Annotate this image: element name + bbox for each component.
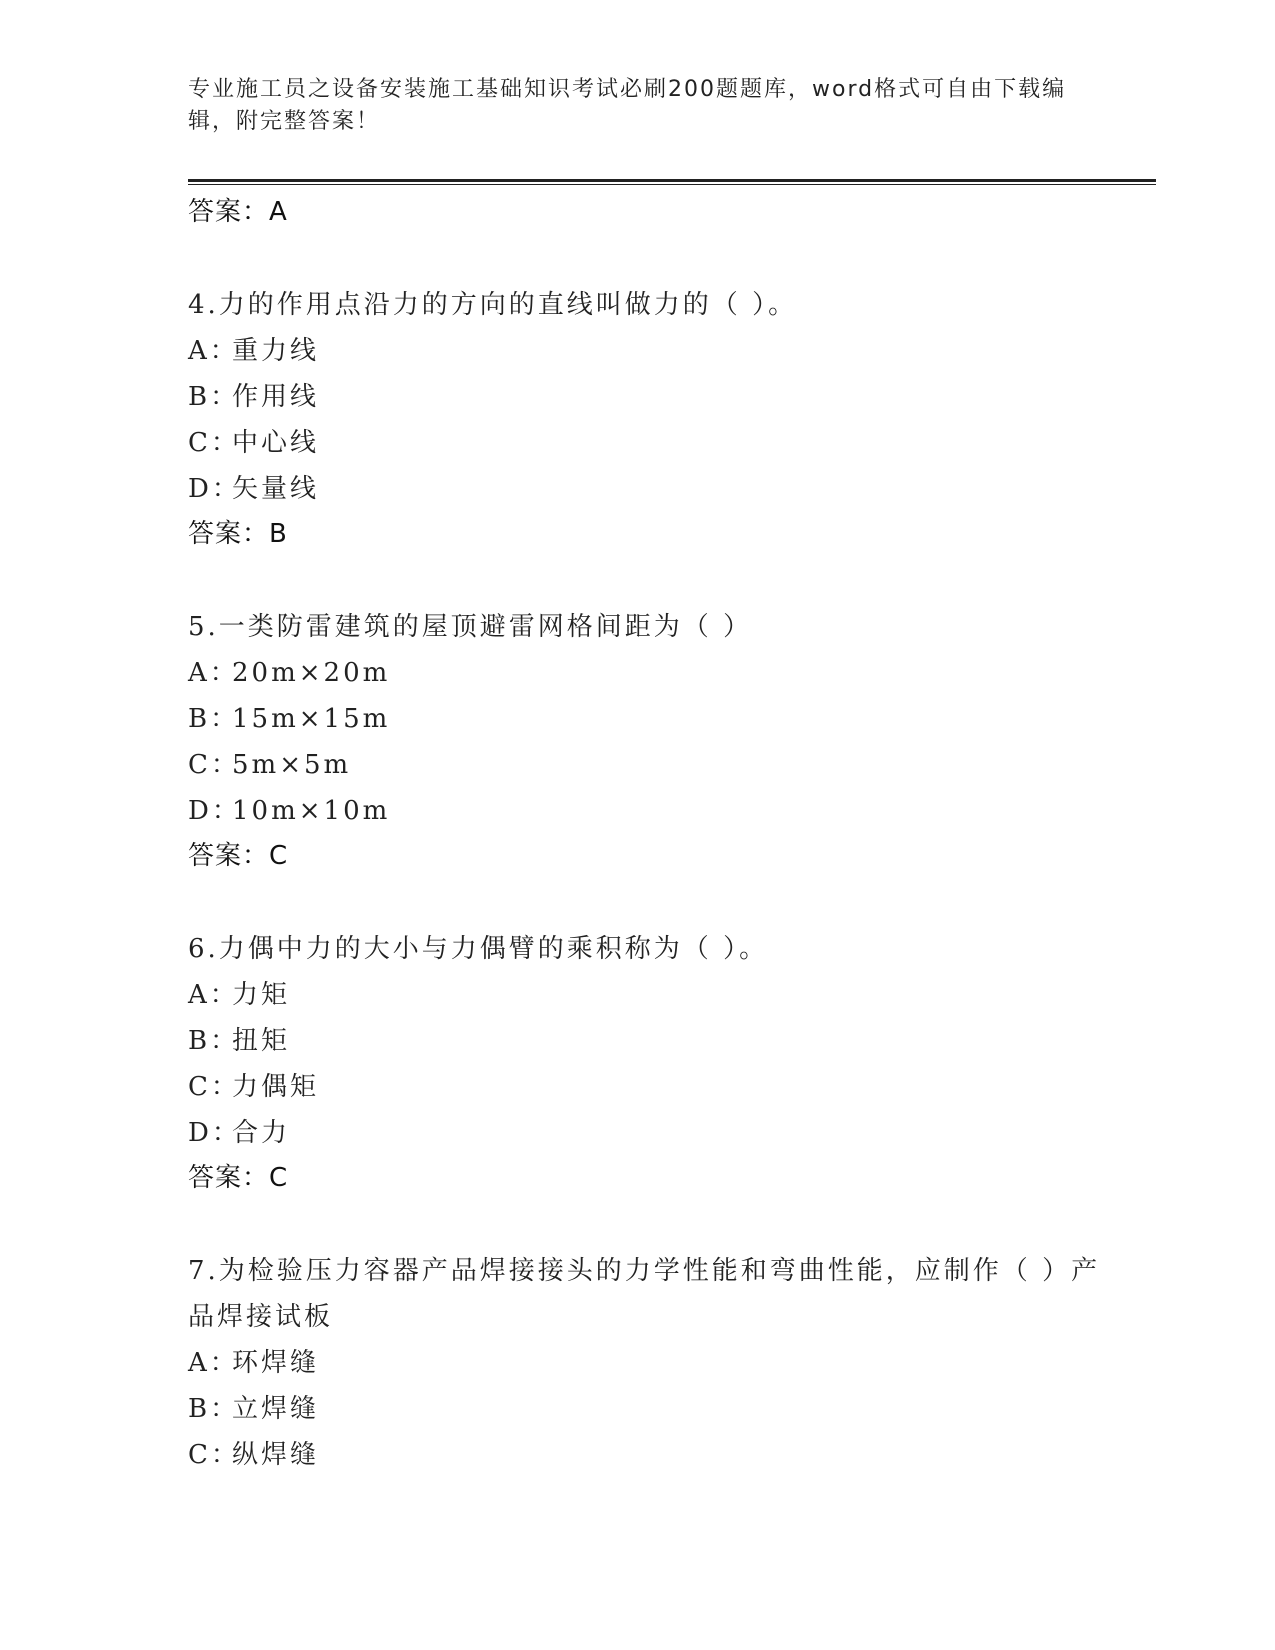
question-content [188, 190, 1108, 1478]
document-header: 专业施工员之设备安装施工基础知识考试必刷200题题库，word格式可自由下载编辑，附完整答案！ [188, 77, 1067, 134]
option-text: 作用线 [232, 382, 320, 412]
option-letter: B： [188, 382, 240, 412]
option-letter: A： [188, 1348, 239, 1378]
option-letter: C： [188, 1072, 240, 1102]
option-text: 5m×5m [232, 750, 352, 780]
question-item [188, 282, 1108, 556]
question-item [188, 604, 1108, 878]
option-a [188, 1340, 1108, 1386]
option-letter: D： [188, 796, 241, 826]
option-d [188, 1110, 1108, 1156]
answer-label: 答案：C [188, 841, 289, 871]
option-text: 力偶矩 [232, 1072, 320, 1102]
option-letter: B： [188, 1394, 240, 1424]
option-text: 合力 [232, 1118, 291, 1148]
option-text: 矢量线 [232, 474, 320, 504]
option-text: 环焊缝 [232, 1348, 320, 1378]
option-b [188, 1386, 1108, 1432]
answer-label: 答案：C [188, 1163, 289, 1193]
option-c [188, 1432, 1108, 1478]
option-text: 15m×15m [232, 704, 391, 734]
option-text: 重力线 [232, 336, 320, 366]
question-stem: 5.一类防雷建筑的屋顶避雷网格间距为（ ） [188, 612, 753, 642]
option-a [188, 972, 1108, 1018]
question-stem: 7.为检验压力容器产品焊接接头的力学性能和弯曲性能，应制作（ ）产品焊接试板 [188, 1256, 1101, 1332]
option-letter: B： [188, 1026, 240, 1056]
option-b [188, 696, 1108, 742]
answer-label: 答案：A [188, 197, 288, 227]
option-b [188, 1018, 1108, 1064]
option-a [188, 650, 1108, 696]
option-text: 力矩 [232, 980, 291, 1010]
option-c [188, 420, 1108, 466]
option-a [188, 328, 1108, 374]
option-letter: D： [188, 474, 241, 504]
option-text: 10m×10m [232, 796, 391, 826]
question-item [188, 926, 1108, 1200]
header-divider-thick [188, 179, 1156, 182]
option-letter: A： [188, 658, 239, 688]
answer-label: 答案：B [188, 519, 288, 549]
option-letter: C： [188, 750, 240, 780]
option-text: 扭矩 [232, 1026, 291, 1056]
option-text: 立焊缝 [232, 1394, 320, 1424]
option-d [188, 466, 1108, 512]
option-c [188, 1064, 1108, 1110]
option-text: 中心线 [232, 428, 320, 458]
option-c [188, 742, 1108, 788]
question-stem: 6.力偶中力的大小与力偶臂的乘积称为（ ）。 [188, 934, 769, 964]
option-text: 纵焊缝 [232, 1440, 320, 1470]
option-d [188, 788, 1108, 834]
question-stem: 4.力的作用点沿力的方向的直线叫做力的（ ）。 [188, 290, 798, 320]
option-text: 20m×20m [232, 658, 391, 688]
option-letter: A： [188, 980, 239, 1010]
option-letter: B： [188, 704, 240, 734]
option-letter: D： [188, 1118, 241, 1148]
option-b [188, 374, 1108, 420]
option-letter: C： [188, 1440, 240, 1470]
header-divider-thin [188, 184, 1156, 185]
question-item [188, 1248, 1108, 1478]
option-letter: A： [188, 336, 239, 366]
option-letter: C： [188, 428, 240, 458]
